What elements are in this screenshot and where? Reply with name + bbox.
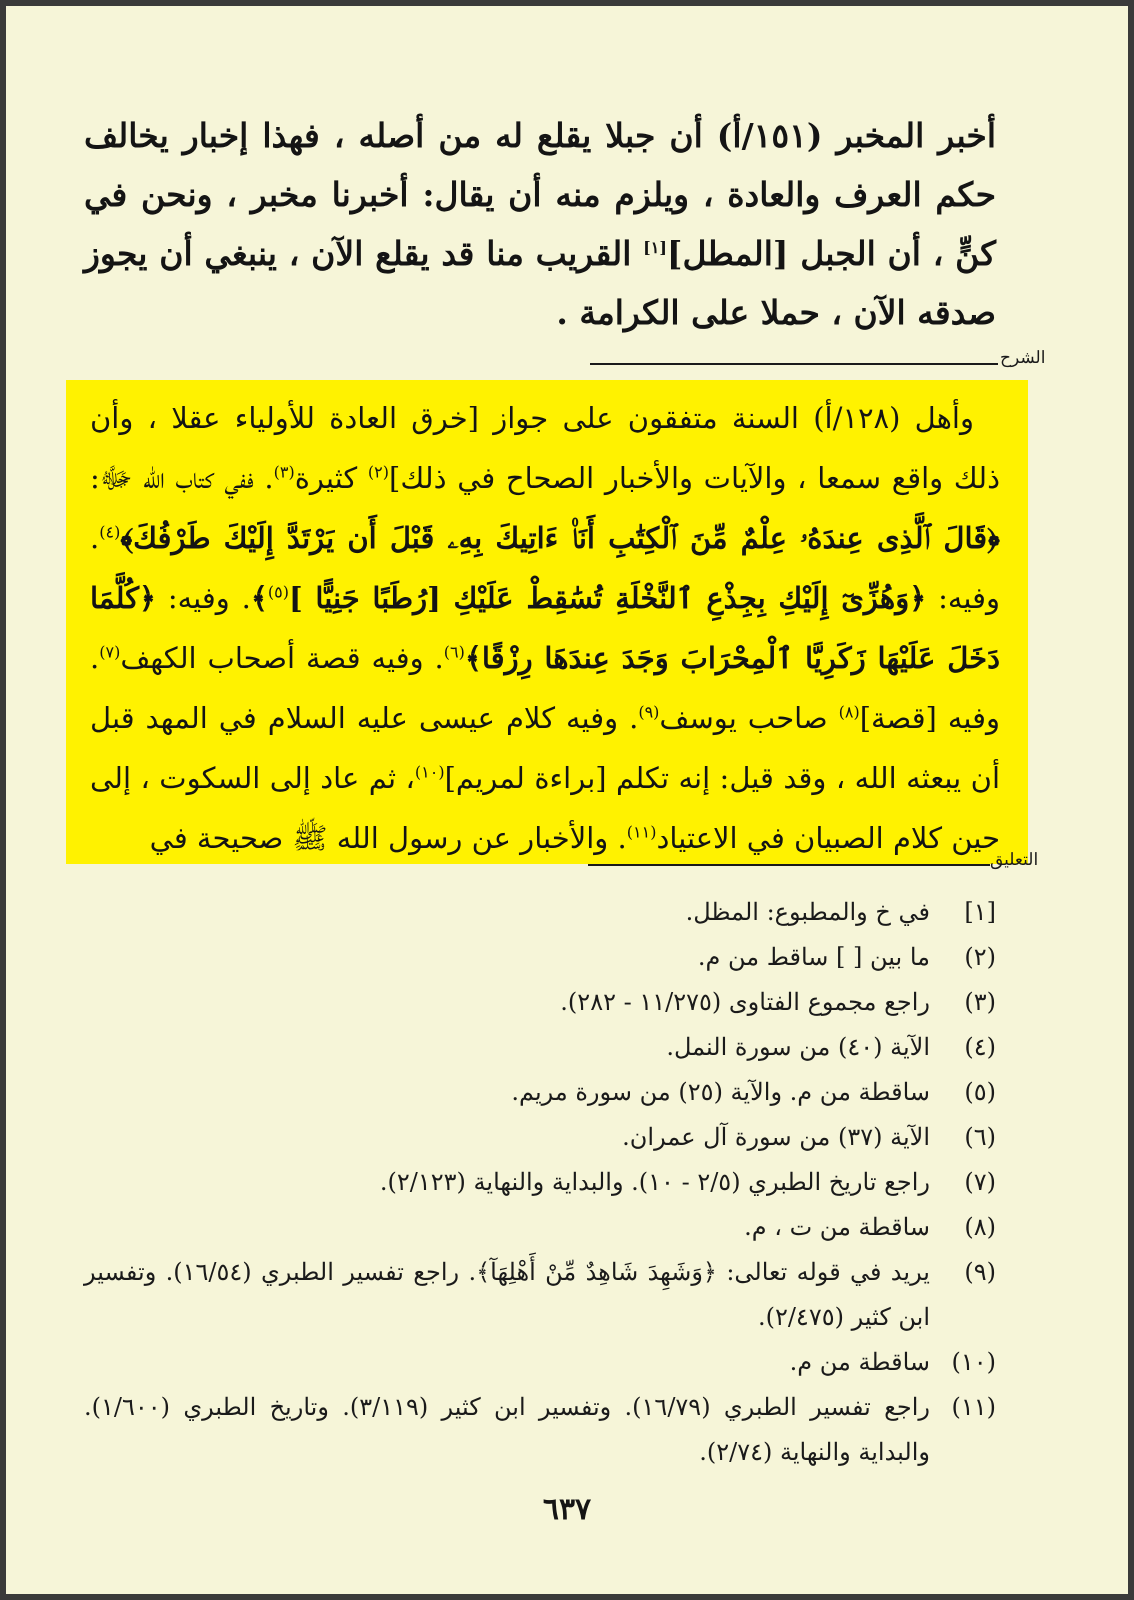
book-page [6, 6, 1128, 1594]
footnote-item [84, 1205, 996, 1250]
footnote-item [84, 1385, 996, 1475]
footnote-ref[interactable]: (٦) [443, 642, 465, 662]
footnote-ref[interactable]: (٢) [367, 462, 390, 482]
footnote-number: (٢) [964, 943, 996, 971]
sharh-text: . وفيه: [156, 581, 251, 615]
footnote-ref[interactable]: (٥) [267, 582, 289, 602]
footnote-number: (٨) [964, 1213, 996, 1241]
main-text-block [84, 106, 996, 342]
quran-verse: ﴿قَالَ ٱلَّذِى عِندَهُۥ عِلْمٌ مِّنَ ٱلْكِتَٰبِ أَنَا۠ ءَاتِيكَ بِهِۦ قَبْلَ أَن يَرْتَدَّ إِلَيْكَ طَرْفُكَ﴾ [120, 521, 1000, 555]
sharh-text: . ففي كتاب الله ﷻ: [90, 461, 274, 495]
footnote-number: (١٠) [951, 1348, 996, 1376]
footnote-number: (٦) [964, 1123, 996, 1151]
footnote-item [84, 1340, 996, 1385]
footnote-number: (٣) [964, 988, 996, 1016]
sharh-text: . وفيه قصة أصحاب الكهف [120, 641, 444, 675]
page-number: ٦٣٧ [542, 1492, 592, 1527]
footnote-number: (٩) [964, 1258, 996, 1286]
sharh-paragraph [90, 388, 1000, 868]
footnote-ref[interactable]: (٨) [838, 702, 860, 722]
quran-verse-end: ﴾ [250, 581, 268, 615]
footnote-item [84, 890, 996, 935]
main-text-end: القريب منا قد يقلع الآن ، ينبغي أن يجوز صدقه الآن ، حملا على الكرامة . [84, 234, 996, 332]
footnotes-list [84, 890, 996, 1475]
footnote-ref[interactable]: (٩) [638, 702, 660, 722]
main-paragraph [84, 106, 996, 342]
footnote-number: (٧) [964, 1168, 996, 1196]
footnote-ref[interactable]: (١٠) [414, 762, 445, 782]
footnote-text: ما بين [ ] ساقط من م. [697, 943, 930, 971]
quran-verse: ﴿كُلَّمَا دَخَلَ عَلَيْهَا زَكَرِيَّا ٱلْمِحْرَابَ وَجَدَ عِندَهَا رِزْقًا﴾ [90, 581, 1000, 675]
footnote-ref[interactable]: [١] [643, 238, 667, 257]
quran-verse: ﴿وَهُزِّىٓ إِلَيْكِ بِجِذْعِ ٱلنَّخْلَةِ تُسَٰقِطْ عَلَيْكِ [رُطَبًا جَنِيًّا ] [288, 581, 927, 615]
sharh-text-block [90, 388, 1000, 868]
sharh-text: . وفيه: [90, 521, 1001, 615]
footnote-text: راجع مجموع الفتاوى (١١/٢٧٥ - ٢٨٢). [560, 988, 930, 1016]
sharh-text: صاحب يوسف [659, 701, 839, 735]
sharh-label: الشرح [1000, 348, 1046, 368]
footnote-item [84, 1070, 996, 1115]
footnote-text: ساقطة من م. والآية (٢٥) من سورة مريم. [511, 1078, 930, 1106]
footnote-item [84, 1250, 996, 1340]
footnote-number: (٤) [964, 1033, 996, 1061]
sharh-text: وأهل (١٢٨/أ) السنة متفقون على جواز [خرق العادة للأولياء عقلا ، وأن ذلك واقع سمعا ، والآيات والأخبار الصحاح في ذلك] [90, 401, 1000, 495]
footnote-ref[interactable]: (١١) [626, 822, 657, 842]
footnote-item [84, 1025, 996, 1070]
footnote-item [84, 935, 996, 980]
notes-divider [588, 864, 990, 866]
footnote-ref[interactable]: (٣) [273, 462, 295, 482]
footnote-item [84, 1115, 996, 1160]
sharh-text: ، ثم عاد إلى السكوت ، إلى حين كلام الصبيان في الاعتياد [90, 761, 1000, 855]
main-text: أخبر المخبر (١٥١/أ) أن جبلا يقلع له من أصله ، فهذا إخبار يخالف حكم العرف والعادة ، ويلزم منه أن يقال: أخبرنا مخبر ، ونحن في كنٍّ ، أن الجبل [المطل] [84, 116, 996, 273]
sharh-text: . وفيه [قصة] [90, 641, 1001, 735]
sharh-divider [590, 363, 998, 365]
footnote-number: (١١) [951, 1393, 996, 1421]
footnote-text: ساقطة من م. [789, 1348, 930, 1376]
footnote-text: الآية (٣٧) من سورة آل عمران. [622, 1123, 930, 1151]
sharh-text: . وفيه كلام عيسى عليه السلام في المهد قبل أن يبعثه الله ، وقد قيل: إنه تكلم [براءة لمريم] [90, 701, 1000, 795]
sharh-text: . والأخبار عن رسول الله ﷺ صحيحة في [149, 821, 627, 855]
footnote-text: الآية (٤٠) من سورة النمل. [666, 1033, 930, 1061]
sharh-text: كثيرة [294, 461, 368, 495]
footnote-number: (٥) [964, 1078, 996, 1106]
footnote-item [84, 1160, 996, 1205]
footnote-number: [١] [964, 898, 996, 926]
footnote-ref[interactable]: (٤) [99, 522, 121, 542]
footnote-text: راجع تاريخ الطبري (٢/٥ - ١٠). والبداية والنهاية (٢/١٢٣). [379, 1168, 930, 1196]
footnote-ref[interactable]: (٧) [99, 642, 121, 662]
footnote-item [84, 980, 996, 1025]
footnote-text: راجع تفسير الطبري (١٦/٧٩). وتفسير ابن كثير (٣/١١٩). وتاريخ الطبري (١/٦٠٠). والبداية والنهاية (٢/٧٤). [84, 1393, 930, 1466]
notes-label: التعليق [990, 850, 1039, 870]
footnote-text: في خ والمطبوع: المظل. [685, 898, 930, 926]
footnote-text: ساقطة من ت ، م. [744, 1213, 930, 1241]
footnote-text: يريد في قوله تعالى: ﴿وَشَهِدَ شَاهِدٌ مِّنْ أَهْلِهَآ﴾. راجع تفسير الطبري (١٦/٥٤). وتفسير ابن كثير (٢/٤٧٥). [84, 1258, 930, 1331]
